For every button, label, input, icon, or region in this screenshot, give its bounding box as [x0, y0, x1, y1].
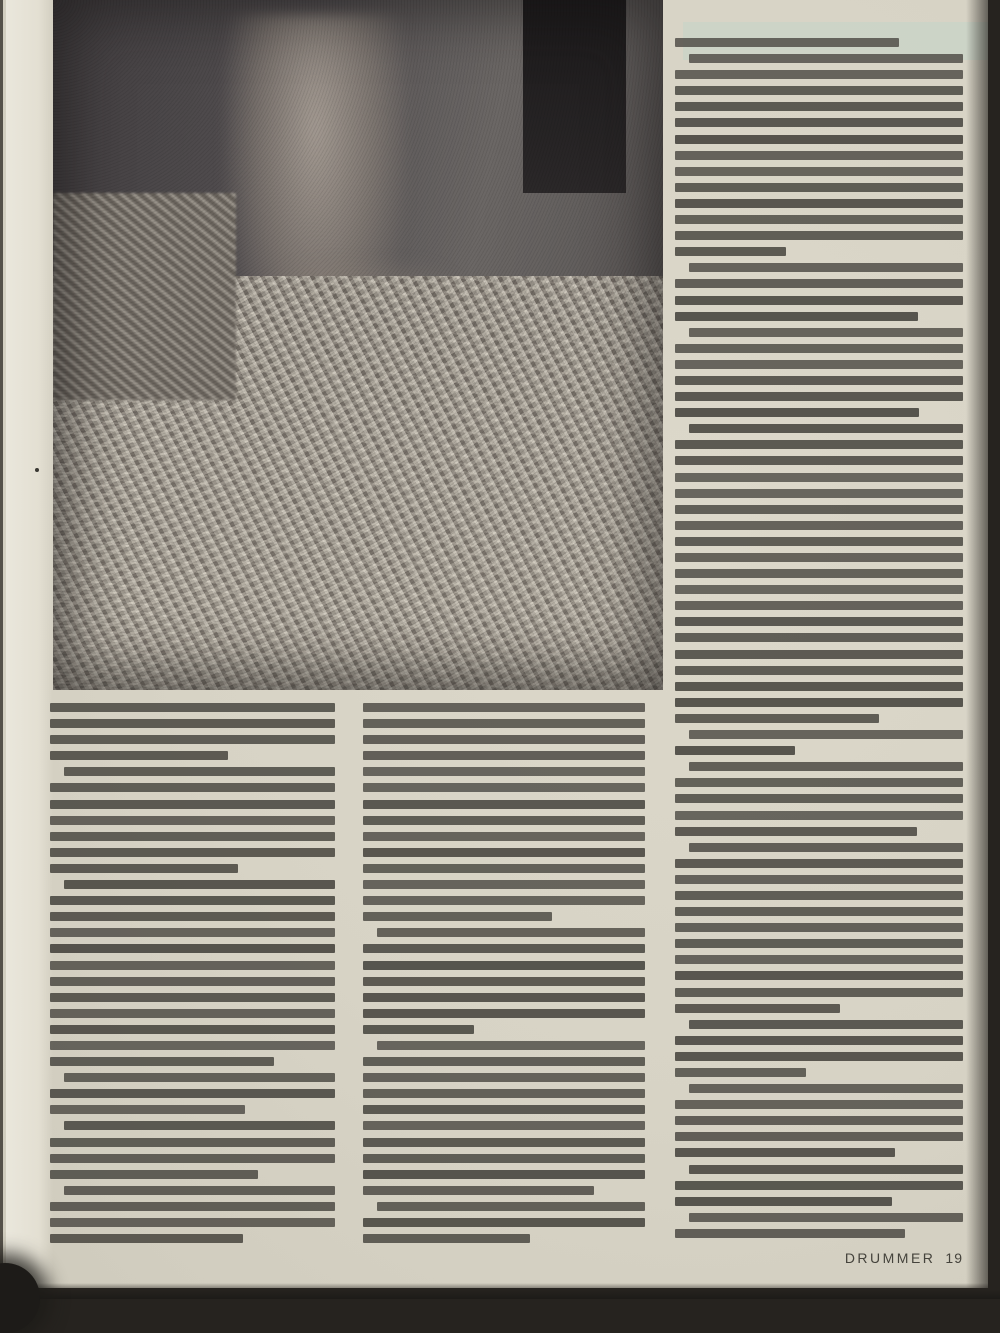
redacted-text-line — [675, 1181, 963, 1190]
redacted-text-line — [675, 859, 963, 868]
redacted-text-line — [675, 247, 786, 256]
redacted-text-line — [363, 961, 645, 970]
redacted-text-line — [675, 1148, 895, 1157]
redacted-text-line — [50, 1089, 335, 1098]
redacted-text-line — [64, 1186, 335, 1195]
redacted-text-line — [50, 848, 335, 857]
redacted-text-line — [689, 424, 963, 433]
redacted-text-line — [363, 864, 645, 873]
redacted-text-line — [363, 1218, 645, 1227]
redacted-text-line — [689, 730, 963, 739]
redacted-text-line — [50, 864, 238, 873]
redacted-text-line — [363, 1234, 530, 1243]
redacted-text-line — [363, 816, 645, 825]
redacted-text-line — [64, 1121, 335, 1130]
redacted-text-line — [64, 1073, 335, 1082]
redacted-text-line — [50, 1041, 335, 1050]
redacted-text-line — [675, 70, 963, 79]
redacted-text-line — [50, 751, 228, 760]
text-column-2 — [363, 703, 645, 1251]
redacted-text-line — [675, 86, 963, 95]
redacted-text-line — [377, 928, 645, 937]
redacted-text-line — [675, 118, 963, 127]
redacted-text-line — [363, 800, 645, 809]
redacted-text-line — [675, 811, 963, 820]
redacted-text-line — [363, 1154, 645, 1163]
redacted-text-line — [363, 783, 645, 792]
photo-vignette — [53, 0, 663, 690]
redacted-text-line — [50, 1154, 335, 1163]
redacted-text-line — [50, 832, 335, 841]
redacted-text-line — [363, 751, 645, 760]
redacted-text-line — [689, 1020, 963, 1029]
scan-speck — [35, 468, 39, 472]
redacted-text-line — [675, 537, 963, 546]
redacted-text-line — [689, 263, 963, 272]
redacted-text-line — [675, 601, 963, 610]
redacted-text-line — [50, 944, 335, 953]
redacted-text-line — [50, 912, 335, 921]
redacted-text-line — [50, 800, 335, 809]
redacted-text-line — [675, 1116, 963, 1125]
redacted-text-line — [675, 939, 963, 948]
redacted-text-line — [675, 794, 963, 803]
redacted-text-line — [689, 1165, 963, 1174]
redacted-text-line — [363, 1121, 645, 1130]
redacted-text-line — [50, 1218, 335, 1227]
redacted-text-line — [363, 1105, 645, 1114]
redacted-text-line — [363, 993, 645, 1002]
redacted-text-line — [675, 971, 963, 980]
redacted-text-line — [675, 473, 963, 482]
redacted-text-line — [363, 880, 645, 889]
redacted-text-line — [363, 896, 645, 905]
page-left-margin — [6, 0, 53, 1288]
redacted-text-line — [675, 698, 963, 707]
scan-edge-right — [966, 0, 1000, 1299]
page-footer — [675, 1250, 963, 1266]
redacted-text-line — [363, 1138, 645, 1147]
magazine-page — [3, 0, 988, 1288]
redacted-text-line — [675, 296, 963, 305]
redacted-text-line — [675, 988, 963, 997]
redacted-text-line — [689, 54, 963, 63]
redacted-text-line — [675, 682, 963, 691]
redacted-text-line — [64, 767, 335, 776]
redacted-text-line — [675, 456, 963, 465]
redacted-text-line — [675, 199, 963, 208]
redacted-text-line — [363, 703, 645, 712]
redacted-text-line — [363, 977, 645, 986]
redacted-text-line — [675, 923, 963, 932]
redacted-text-line — [50, 993, 335, 1002]
redacted-text-line — [50, 1057, 274, 1066]
redacted-text-line — [675, 392, 963, 401]
redacted-text-line — [689, 762, 963, 771]
redacted-text-line — [675, 1068, 806, 1077]
redacted-text-line — [50, 977, 335, 986]
redacted-text-line — [675, 312, 918, 321]
redacted-text-line — [675, 714, 879, 723]
text-column-1 — [50, 703, 335, 1251]
redacted-text-line — [675, 505, 963, 514]
redacted-text-line — [675, 617, 963, 626]
scan-edge-bottom — [0, 1283, 1000, 1299]
redacted-text-line — [675, 1052, 963, 1061]
redacted-text-line — [675, 344, 963, 353]
redacted-text-line — [363, 767, 645, 776]
text-column-3 — [675, 38, 963, 1251]
redacted-text-line — [50, 1234, 243, 1243]
redacted-text-line — [363, 1025, 474, 1034]
redacted-text-line — [50, 1009, 335, 1018]
redacted-text-line — [675, 521, 963, 530]
redacted-text-line — [675, 1100, 963, 1109]
redacted-text-line — [675, 1197, 892, 1206]
redacted-text-line — [50, 1105, 245, 1114]
redacted-text-line — [689, 843, 963, 852]
redacted-text-line — [675, 891, 963, 900]
redacted-text-line — [675, 215, 963, 224]
redacted-text-line — [675, 827, 917, 836]
redacted-text-line — [675, 650, 963, 659]
redacted-text-line — [50, 1170, 258, 1179]
redacted-text-line — [675, 907, 963, 916]
redacted-text-line — [50, 1202, 335, 1211]
redacted-text-line — [50, 703, 335, 712]
redacted-text-line — [675, 135, 963, 144]
redacted-text-line — [675, 778, 963, 787]
redacted-text-line — [689, 328, 963, 337]
redacted-text-line — [689, 1213, 963, 1222]
redacted-text-line — [675, 151, 963, 160]
redacted-text-line — [363, 735, 645, 744]
magazine-title: DRUMMER — [844, 1250, 936, 1266]
redacted-text-line — [363, 848, 645, 857]
redacted-text-line — [675, 408, 919, 417]
redacted-text-line — [377, 1202, 645, 1211]
redacted-text-line — [675, 231, 963, 240]
redacted-text-line — [363, 1089, 645, 1098]
redacted-text-line — [675, 955, 963, 964]
redacted-text-line — [50, 783, 335, 792]
redacted-text-line — [363, 832, 645, 841]
redacted-text-line — [64, 880, 335, 889]
redacted-text-line — [50, 816, 335, 825]
redacted-text-line — [50, 735, 335, 744]
redacted-text-line — [363, 912, 552, 921]
redacted-text-line — [363, 719, 645, 728]
redacted-text-line — [363, 1186, 594, 1195]
redacted-text-line — [675, 1036, 963, 1045]
redacted-text-line — [363, 1170, 645, 1179]
redacted-text-line — [675, 1229, 905, 1238]
redacted-text-line — [377, 1041, 645, 1050]
redacted-text-line — [675, 666, 963, 675]
redacted-text-line — [50, 719, 335, 728]
redacted-text-line — [363, 1073, 645, 1082]
redacted-text-line — [675, 440, 963, 449]
redacted-text-line — [675, 38, 899, 47]
redacted-text-line — [50, 1138, 335, 1147]
redacted-text-line — [675, 376, 963, 385]
redacted-text-line — [675, 633, 963, 642]
redacted-text-line — [675, 102, 963, 111]
page-number: 19 — [945, 1250, 963, 1266]
redacted-text-line — [50, 1025, 335, 1034]
redacted-text-line — [50, 896, 335, 905]
redacted-text-line — [675, 360, 963, 369]
redacted-text-line — [50, 928, 335, 937]
redacted-text-line — [675, 553, 963, 562]
redacted-text-line — [675, 489, 963, 498]
scan-edge-left — [0, 0, 3, 1299]
redacted-text-line — [363, 1057, 645, 1066]
redacted-text-line — [675, 585, 963, 594]
redacted-text-line — [675, 1004, 840, 1013]
redacted-text-line — [675, 569, 963, 578]
photograph — [53, 0, 663, 690]
redacted-text-line — [675, 746, 795, 755]
redacted-text-line — [363, 1009, 645, 1018]
redacted-text-line — [675, 279, 963, 288]
redacted-text-line — [675, 875, 963, 884]
redacted-text-line — [689, 1084, 963, 1093]
redacted-text-line — [675, 1132, 963, 1141]
redacted-text-line — [363, 944, 645, 953]
redacted-text-line — [50, 961, 335, 970]
redacted-text-line — [675, 183, 963, 192]
redacted-text-line — [675, 167, 963, 176]
